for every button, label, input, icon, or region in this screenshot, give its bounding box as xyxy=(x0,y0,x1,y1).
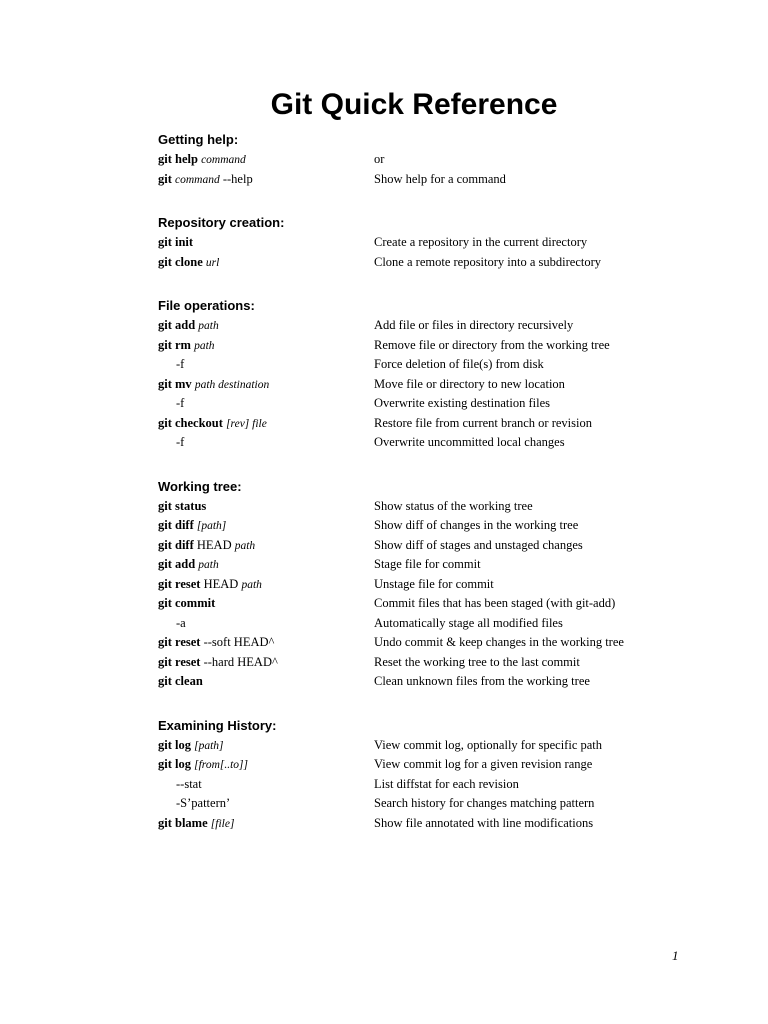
command-syntax xyxy=(158,672,203,692)
command-argument: command xyxy=(175,173,220,186)
command-description: Reset the working tree to the last commit xyxy=(374,654,580,669)
command-argument: path xyxy=(198,559,219,571)
command-argument: [path] xyxy=(194,739,224,752)
section-heading: File operations: xyxy=(158,298,255,313)
command-syntax xyxy=(158,497,206,517)
command-keyword: git init xyxy=(158,235,194,249)
command-description: Commit files that has been staged (with git-add) xyxy=(374,596,616,610)
command-option xyxy=(176,775,202,795)
command-entry xyxy=(158,394,718,414)
command-description: Show help for a command xyxy=(374,171,506,186)
command-syntax xyxy=(158,233,193,253)
command-keyword: git log xyxy=(158,757,191,771)
command-keyword: git checkout xyxy=(158,415,223,430)
command-entry xyxy=(158,814,718,834)
command-entry xyxy=(158,775,718,795)
command-keyword: git clone xyxy=(158,254,203,269)
command-keyword: git clean xyxy=(158,674,203,688)
command-description: Clone a remote repository into a subdirectory xyxy=(374,254,602,269)
command-description: Undo commit & keep changes in the working tree xyxy=(374,635,624,649)
command-description: Force deletion of file(s) from disk xyxy=(374,357,544,371)
command-description: Restore file from current branch or revision xyxy=(374,415,592,430)
command-argument: path destination xyxy=(194,378,270,391)
command-description: Automatically stage all modified files xyxy=(374,615,563,630)
command-argument: path xyxy=(198,320,219,332)
section-heading: Repository creation: xyxy=(158,215,285,230)
command-description: Search history for changes matching pattern xyxy=(374,796,595,810)
command-argument: [file] xyxy=(210,817,235,830)
command-argument: path xyxy=(241,578,262,591)
command-description: List diffstat for each revision xyxy=(374,776,519,791)
command-keyword: git reset xyxy=(158,654,201,669)
command-entry xyxy=(158,653,718,673)
command-keyword: git status xyxy=(158,498,207,513)
command-entry xyxy=(158,555,718,575)
command-syntax xyxy=(158,594,215,614)
section-heading: Working tree: xyxy=(158,478,242,494)
reference-section xyxy=(158,477,718,692)
command-entry xyxy=(158,233,718,253)
command-keyword: git commit xyxy=(158,596,216,610)
command-argument: path xyxy=(234,539,256,552)
command-keyword: git diff xyxy=(158,537,194,552)
command-text: --soft HEAD^ xyxy=(200,635,275,649)
command-entry xyxy=(158,594,718,614)
command-syntax xyxy=(158,316,219,337)
command-syntax xyxy=(158,555,219,576)
command-description: Show diff of stages and unstaged changes xyxy=(374,537,583,552)
command-argument: url xyxy=(205,256,220,269)
command-argument: [path] xyxy=(196,520,227,532)
command-description: View commit log for a given revision range xyxy=(374,757,593,771)
command-description: Unstage file for commit xyxy=(374,576,494,591)
command-entry xyxy=(158,614,718,634)
command-description: Add file or files in directory recursively xyxy=(374,318,574,332)
command-entry xyxy=(158,316,718,336)
command-description: Clean unknown files from the working tree xyxy=(374,674,590,688)
command-text: --hard HEAD^ xyxy=(200,654,278,669)
command-description: Create a repository in the current directory xyxy=(374,235,588,249)
command-text: HEAD xyxy=(200,576,242,591)
command-keyword: git add xyxy=(158,557,196,571)
command-syntax xyxy=(158,150,246,171)
command-text: --stat xyxy=(176,776,202,791)
command-description: Show status of the working tree xyxy=(374,498,533,513)
command-syntax xyxy=(158,170,253,191)
command-entry xyxy=(158,755,718,775)
reference-section xyxy=(158,213,718,272)
command-keyword: git mv xyxy=(158,376,192,391)
command-entry xyxy=(158,375,718,395)
command-keyword: git help xyxy=(158,152,198,166)
command-syntax xyxy=(158,516,226,537)
command-entry xyxy=(158,536,718,556)
command-syntax xyxy=(158,755,248,776)
command-description: Show file annotated with line modifications xyxy=(374,815,594,830)
command-entry xyxy=(158,355,718,375)
command-keyword: git log xyxy=(158,737,191,752)
command-entry xyxy=(158,170,718,190)
command-keyword: git rm xyxy=(158,337,191,352)
command-keyword: git blame xyxy=(158,815,208,830)
command-entry xyxy=(158,433,718,453)
command-description: View commit log, optionally for specific path xyxy=(374,737,603,752)
command-description: Stage file for commit xyxy=(374,557,481,571)
command-syntax xyxy=(158,653,278,673)
command-description: Move file or directory to new location xyxy=(374,376,565,391)
command-entry xyxy=(158,150,718,170)
command-option xyxy=(176,433,184,453)
section-heading: Examining History: xyxy=(158,717,277,733)
command-keyword: git reset xyxy=(158,635,201,649)
command-argument: [rev] file xyxy=(226,417,267,430)
command-text: -f xyxy=(176,435,185,449)
command-entry xyxy=(158,794,718,814)
reference-section xyxy=(158,130,718,189)
command-entry xyxy=(158,253,718,273)
reference-section xyxy=(158,296,718,453)
command-description: Remove file or directory from the working tree xyxy=(374,337,610,352)
page-number: 1 xyxy=(672,948,679,963)
command-syntax xyxy=(158,633,274,653)
command-argument: path xyxy=(194,339,215,352)
command-entry xyxy=(158,575,718,595)
command-syntax xyxy=(158,814,234,835)
reference-sections xyxy=(158,130,718,857)
command-keyword: git xyxy=(158,171,172,186)
command-entry xyxy=(158,516,718,536)
command-option xyxy=(176,614,186,634)
command-keyword: git diff xyxy=(158,518,194,532)
command-text: HEAD xyxy=(193,537,235,552)
command-description: or xyxy=(374,152,385,166)
section-heading: Getting help: xyxy=(158,132,239,147)
command-text: -a xyxy=(176,615,186,630)
command-option xyxy=(176,355,184,375)
command-entry xyxy=(158,336,718,356)
command-description: Overwrite existing destination files xyxy=(374,396,551,410)
command-syntax xyxy=(158,414,267,435)
reference-section xyxy=(158,716,718,834)
command-syntax xyxy=(158,253,219,274)
command-argument: command xyxy=(201,154,246,166)
command-entry xyxy=(158,414,718,434)
command-entry xyxy=(158,736,718,756)
command-argument: [from[..to]] xyxy=(194,759,249,771)
command-entry xyxy=(158,633,718,653)
command-entry xyxy=(158,672,718,692)
command-description: Show diff of changes in the working tree xyxy=(374,518,579,532)
command-text: -f xyxy=(176,357,185,371)
command-syntax xyxy=(158,336,215,357)
command-text: --help xyxy=(219,171,253,186)
command-syntax xyxy=(158,736,224,757)
command-syntax xyxy=(158,575,262,596)
command-option xyxy=(176,794,230,814)
command-syntax xyxy=(158,375,269,396)
command-description: Overwrite uncommitted local changes xyxy=(374,435,565,449)
command-keyword: git add xyxy=(158,318,196,332)
command-option xyxy=(176,394,184,414)
command-keyword: git reset xyxy=(158,576,201,591)
command-text: -S’pattern’ xyxy=(176,796,231,810)
command-text: -f xyxy=(176,396,185,410)
command-entry xyxy=(158,497,718,517)
command-syntax xyxy=(158,536,255,557)
document-title: Git Quick Reference xyxy=(270,88,558,121)
